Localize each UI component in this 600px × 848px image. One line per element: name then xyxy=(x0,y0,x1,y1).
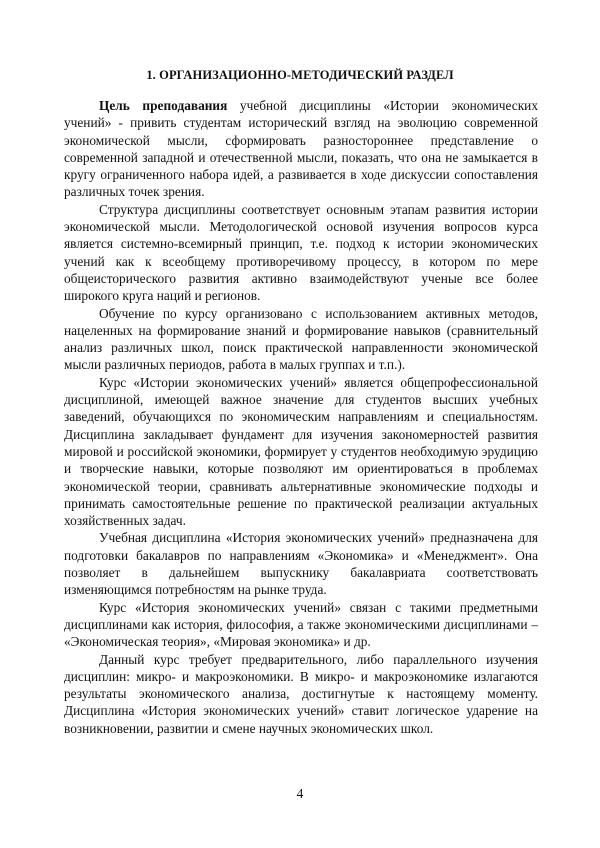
paragraph-lead: Цель преподавания xyxy=(99,98,228,113)
paragraph-prerequisites: Данный курс требует предварительного, либо параллельного изучения дисциплин: микро- и макроэкономики. В микро- и макроэкономике излагаются результаты экономического анализа, достигнутые к настоящему моменту. Дисциплина «История экономических учений» ставит логическое ударение на возникновении, развитии и смене научных экономических школ. xyxy=(64,651,538,736)
section-heading: 1. ОРГАНИЗАЦИОННО-МЕТОДИЧЕСКИЙ РАЗДЕЛ xyxy=(146,68,454,82)
paragraph-related-disciplines: Курс «История экономических учений» связан с такими предметными дисциплинами как история, философия, а также экономическими дисциплинами – «Экономическая теория», «Мировая экономика» и др. xyxy=(64,599,538,650)
paragraph-goal xyxy=(64,97,538,201)
paragraph-course-role: Курс «Истории экономических учений» является общепрофессиональной дисциплиной, имеющей важное значение для студентов высших учебных заведений, обучающихся по экономическим направлениям и специальностям. Дисциплина закладывает фундамент для изучения закономерностей развития мировой и российской экономики, формирует у студентов необходимую эрудицию и творческие навыки, которые позволяют им ориентироваться в проблемах экономической теории, сравнивать альтернативные экономические подходы и принимать самостоятельные решение по практической реализации актуальных хозяйственных задач. xyxy=(64,374,538,529)
page-number: 4 xyxy=(296,786,304,801)
paragraph-methods: Обучение по курсу организовано с использованием активных методов, нацеленных на формирование знаний и формирование навыков (сравнительный анализ различных школ, поиск практической направленности экономической мысли различных периодов, работа в малых группах и т.п.). xyxy=(64,305,538,373)
paragraph-purpose: Учебная дисциплина «История экономических учений» предназначена для подготовки бакалавров по направлениям «Экономика» и «Менеджмент». Она позволяет в дальнейшем выпускнику бакалавриата соответствовать изменяющимся потребностям на рынке труда. xyxy=(64,530,538,598)
paragraph-structure: Структура дисциплины соответствует основным этапам развития истории экономической мысли. Методологической основой изучения вопросов курса является системно-всемирный принцип, т.е. подход к истории экономических учений как к всеобщему противоречивому процессу, в котором по мере общеисторического развития активно взаимодействуют ученые все более широкого круга наций и регионов. xyxy=(64,201,538,304)
body-text xyxy=(64,97,538,737)
paragraph-text: учебной дисциплины «Истории экономических учений» - привить студентам исторический взгляд на эволюцию современной экономической мысли, сформировать разностороннее представление о современной западной и отечественной мысли, показать, что она не замыкается в кругу ограниченного набора идей, а развивается в ходе дискуссии сопоставления различных точек зрения. xyxy=(64,98,538,200)
